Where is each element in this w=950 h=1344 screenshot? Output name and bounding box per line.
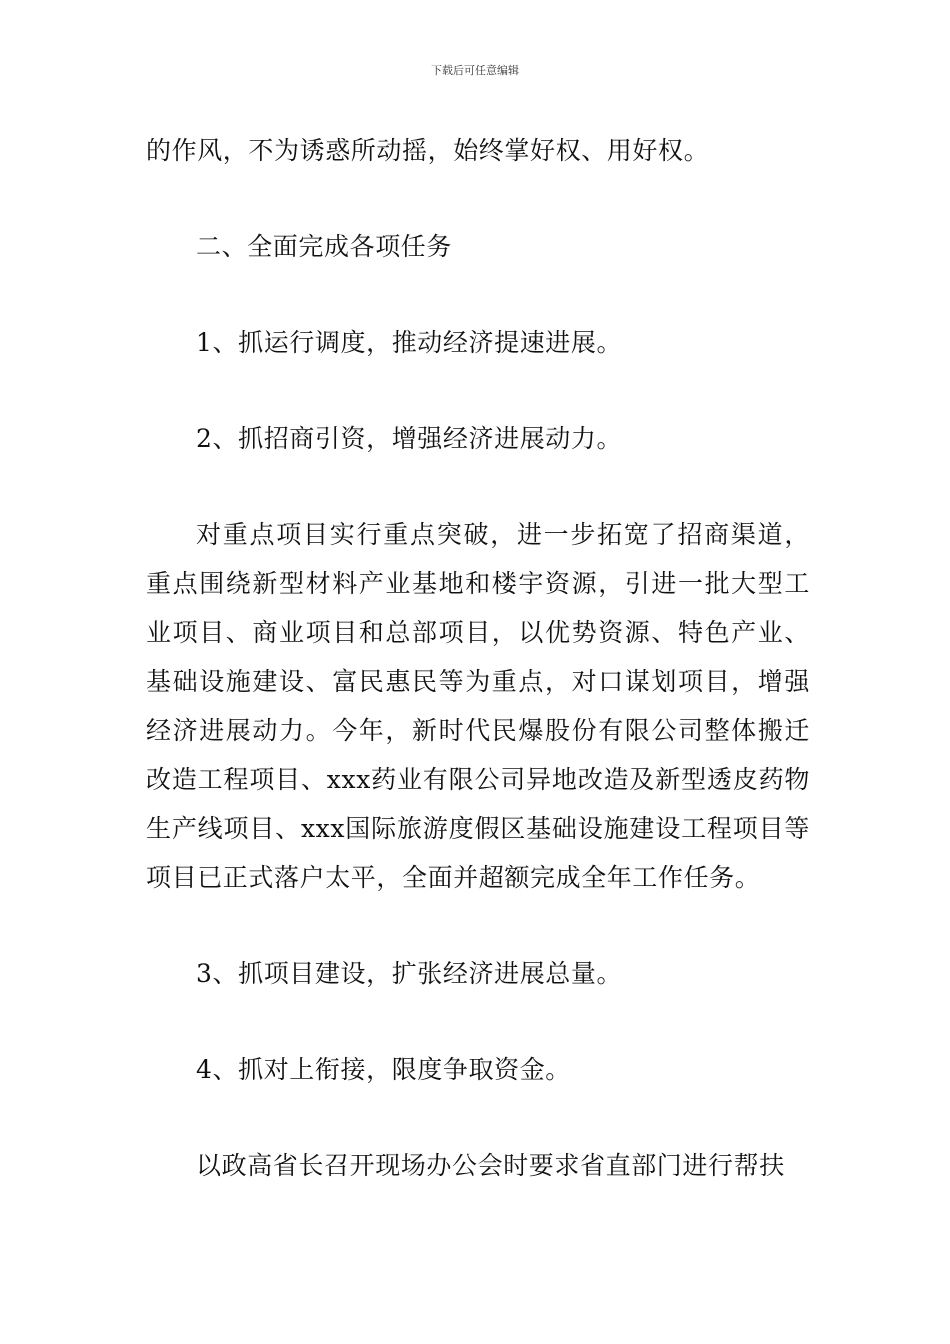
list-item-2: 2、抓招商引资，增强经济进展动力。 bbox=[196, 424, 623, 453]
list-item-3: 3、抓项目建设，扩张经济进展总量。 bbox=[196, 959, 623, 988]
section-heading-two: 二、全面完成各项任务 bbox=[196, 232, 453, 261]
document-body bbox=[146, 126, 810, 1190]
paragraph-continuation: 的作风，不为诱惑所动摇，始终掌好权、用好权。 bbox=[146, 136, 710, 165]
paragraph-funding: 以政高省长召开现场办公会时要求省直部门进行帮扶 bbox=[196, 1151, 785, 1180]
list-item-1: 1、抓运行调度，推动经济提速进展。 bbox=[196, 328, 623, 357]
page-header-note: 下载后可任意编辑 bbox=[431, 64, 519, 77]
paragraph-investment: 对重点项目实行重点突破，进一步拓宽了招商渠道，重点围绕新型材料产业基地和楼宇资源，引进一批大型工业项目、商业项目和总部项目，以优势资源、特色产业、基础设施建设、富民惠民等为重点，对口谋划项目，增强经济进展动力。今年，新时代民爆股份有限公司整体搬迁改造工程项目、xxx药业有限公司异地改造及新型透皮药物生产线项目、xxx国际旅游度假区基础设施建设工程项目等项目已正式落户太平，全面并超额完成全年工作任务。 bbox=[146, 520, 810, 892]
list-item-4: 4、抓对上衔接，限度争取资金。 bbox=[196, 1055, 571, 1084]
